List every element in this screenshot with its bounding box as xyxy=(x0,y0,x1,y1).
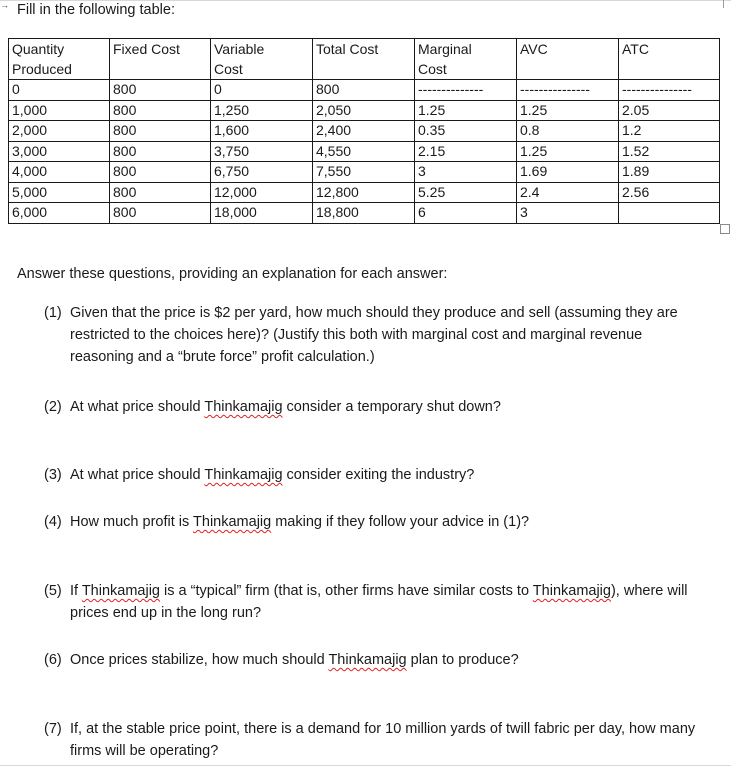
table-row xyxy=(9,121,720,142)
table-cell[interactable]: 0 xyxy=(211,80,313,101)
table-cell[interactable]: 0 xyxy=(9,80,110,101)
table-cell[interactable]: -------------- xyxy=(415,80,517,101)
question-2[interactable]: (2) At what price should Thinkamajig consider a temporary shut down? xyxy=(44,399,501,415)
spellcheck-word[interactable]: Thinkamajig xyxy=(204,467,283,483)
table-cell[interactable]: 800 xyxy=(110,141,211,162)
table-cell[interactable]: 1.89 xyxy=(619,162,720,183)
margin-marker xyxy=(723,0,724,8)
table-cell[interactable]: 1.2 xyxy=(619,121,720,142)
table-cell[interactable]: 1.25 xyxy=(415,100,517,121)
paragraph-mark-icon: → xyxy=(0,0,9,10)
spellcheck-word[interactable]: Thinkamajig xyxy=(81,583,160,599)
table-cell[interactable]: 18,800 xyxy=(313,203,415,224)
table-cell[interactable]: 5,000 xyxy=(9,182,110,203)
table-cell[interactable]: 5.25 xyxy=(415,182,517,203)
header-total-cost[interactable]: Total Cost xyxy=(313,39,415,80)
table-cell[interactable]: 800 xyxy=(313,80,415,101)
table-cell[interactable]: 2.56 xyxy=(619,182,720,203)
spellcheck-word[interactable]: Thinkamajig xyxy=(204,399,283,415)
table-cell[interactable]: 6,750 xyxy=(211,162,313,183)
table-row xyxy=(9,80,720,101)
header-avc[interactable]: AVC xyxy=(517,39,619,80)
table-cell[interactable]: 18,000 xyxy=(211,203,313,224)
table-cell[interactable]: 0.8 xyxy=(517,121,619,142)
table-cell[interactable]: 2.4 xyxy=(517,182,619,203)
spellcheck-word[interactable]: Thinkamajig xyxy=(193,514,272,530)
table-cell[interactable]: 1,250 xyxy=(211,100,313,121)
table-cell[interactable]: 7,550 xyxy=(313,162,415,183)
table-cell[interactable]: 800 xyxy=(110,121,211,142)
table-cell[interactable]: 3 xyxy=(415,162,517,183)
table-instruction: Fill in the following table: xyxy=(17,2,175,18)
table-cell[interactable]: 0.35 xyxy=(415,121,517,142)
table-cell[interactable]: 4,550 xyxy=(313,141,415,162)
table-cell[interactable]: 800 xyxy=(110,80,211,101)
table-cell[interactable]: --------------- xyxy=(619,80,720,101)
spellcheck-word[interactable]: Thinkamajig xyxy=(328,652,407,668)
table-cell[interactable]: 800 xyxy=(110,203,211,224)
table-row xyxy=(9,141,720,162)
table-cell[interactable]: 800 xyxy=(110,162,211,183)
table-cell[interactable]: 1.25 xyxy=(517,100,619,121)
table-cell[interactable]: 1,600 xyxy=(211,121,313,142)
table-cell[interactable]: 1.25 xyxy=(517,141,619,162)
question-4[interactable]: (4) How much profit is Thinkamajig making if they follow your advice in (1)? xyxy=(44,514,530,530)
table-cell[interactable] xyxy=(619,203,720,224)
table-cell[interactable]: 2,000 xyxy=(9,121,110,142)
table-cell[interactable]: 2,400 xyxy=(313,121,415,142)
spellcheck-word[interactable]: Thinkamajig xyxy=(532,583,611,599)
table-row xyxy=(9,203,720,224)
table-cell[interactable]: 3,000 xyxy=(9,141,110,162)
table-cell[interactable]: 2.15 xyxy=(415,141,517,162)
table-cell[interactable]: 800 xyxy=(110,100,211,121)
table-cell[interactable]: 1,000 xyxy=(9,100,110,121)
header-quantity-produced[interactable]: Quantity Produced xyxy=(9,39,110,80)
table-resize-handle[interactable] xyxy=(720,224,730,234)
bottom-divider xyxy=(0,765,731,766)
question-3[interactable]: (3) At what price should Thinkamajig consider exiting the industry? xyxy=(44,467,475,483)
header-fixed-cost[interactable]: Fixed Cost xyxy=(110,39,211,80)
table-cell[interactable]: 3 xyxy=(517,203,619,224)
question-6[interactable]: (6) Once prices stabilize, how much should Thinkamajig plan to produce? xyxy=(44,652,519,668)
cost-table xyxy=(8,38,720,224)
table-cell[interactable]: 6 xyxy=(415,203,517,224)
table-cell[interactable]: 3,750 xyxy=(211,141,313,162)
table-cell[interactable]: 4,000 xyxy=(9,162,110,183)
table-row xyxy=(9,100,720,121)
table-row xyxy=(9,182,720,203)
table-cell[interactable]: 800 xyxy=(110,182,211,203)
header-variable-cost[interactable]: Variable Cost xyxy=(211,39,313,80)
question-5[interactable]: (5) If Thinkamajig is a “typical” firm (that is, other firms have similar costs to Thinkamajig), where will prices end up in the long run? xyxy=(44,583,688,621)
table-cell[interactable]: 12,800 xyxy=(313,182,415,203)
question-1[interactable]: (1) Given that the price is $2 per yard, how much should they produce and sell (assuming they are restricted to the choices here)? (Justify this both with marginal cost and marginal revenue reasoning and a “brute force” profit calculation.) xyxy=(44,305,678,365)
table-row xyxy=(9,162,720,183)
table-cell[interactable]: 2.05 xyxy=(619,100,720,121)
header-atc[interactable]: ATC xyxy=(619,39,720,80)
table-cell[interactable]: 6,000 xyxy=(9,203,110,224)
table-cell[interactable]: 2,050 xyxy=(313,100,415,121)
table-cell[interactable]: 1.52 xyxy=(619,141,720,162)
table-cell[interactable]: 1.69 xyxy=(517,162,619,183)
header-marginal-cost[interactable]: Marginal Cost xyxy=(415,39,517,80)
questions-intro: Answer these questions, providing an explanation for each answer: xyxy=(17,266,448,282)
question-7[interactable]: (7) If, at the stable price point, there is a demand for 10 million yards of twill fabric per day, how many firms will be operating? xyxy=(44,721,696,759)
table-header-row xyxy=(9,39,720,80)
table-cell[interactable]: --------------- xyxy=(517,80,619,101)
table-cell[interactable]: 12,000 xyxy=(211,182,313,203)
